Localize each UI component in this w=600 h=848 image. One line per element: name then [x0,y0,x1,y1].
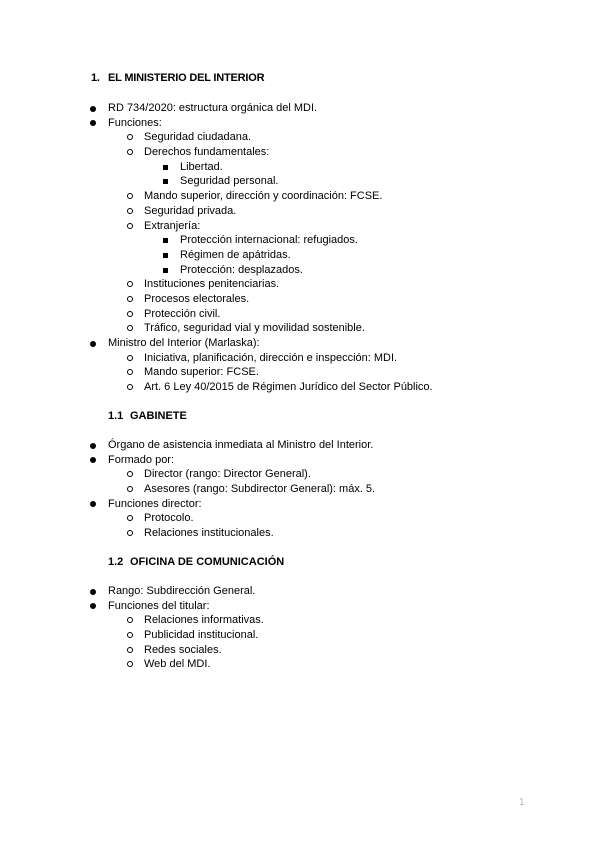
list-item [0,277,600,292]
list-item [0,248,600,263]
section-list-ministerio [0,101,600,395]
list-item [0,657,600,672]
hollow-circle-bullet-icon [127,471,133,477]
list-item-text: Redes sociales. [144,643,222,656]
list-item-text: Formado por: [108,453,175,466]
hollow-circle-bullet-icon [127,647,133,653]
main-heading [91,72,264,84]
hollow-circle-bullet-icon [127,369,133,375]
list-item [0,599,600,614]
filled-circle-bullet-icon [90,501,96,507]
list-item [0,174,600,189]
list-item [0,467,600,482]
list-item [0,116,600,131]
list-item-text: Mando superior: FCSE. [144,366,259,379]
subheading-title: OFICINA DE COMUNICACIÓN [130,556,285,568]
filled-circle-bullet-icon [90,341,96,347]
list-item-text: Protección civil. [144,307,221,320]
list-item [0,101,600,116]
list-item-text: Protocolo. [144,512,194,525]
list-item-text: Derechos fundamentales: [144,146,270,159]
list-item [0,584,600,599]
hollow-circle-bullet-icon [127,486,133,492]
hollow-circle-bullet-icon [127,208,133,214]
list-item [0,307,600,322]
list-item [0,219,600,234]
list-item-text: Tráfico, seguridad vial y movilidad sostenible. [144,322,365,335]
list-item-text: Libertad. [180,160,223,173]
list-item-text: Procesos electorales. [144,292,250,305]
list-item-text: Ministro del Interior (Marlaska): [108,337,260,349]
heading-title: EL MINISTERIO DEL INTERIOR [108,72,265,84]
list-item-text: Instituciones penitenciarias. [144,278,280,291]
subheading-title: GABINETE [130,410,187,422]
list-item [0,160,600,175]
list-item-text: Órgano de asistencia inmediata al Ministro del Interior. [108,439,374,451]
list-item-text: Web del MDI. [144,658,211,671]
hollow-circle-bullet-icon [127,617,133,623]
filled-circle-bullet-icon [90,589,96,595]
subheading-oficina [108,556,284,568]
list-item [0,613,600,628]
square-bullet-icon [163,165,168,170]
hollow-circle-bullet-icon [127,149,133,155]
list-item [0,351,600,366]
filled-circle-bullet-icon [90,603,96,609]
hollow-circle-bullet-icon [127,281,133,287]
hollow-circle-bullet-icon [127,223,133,229]
list-item [0,526,600,541]
hollow-circle-bullet-icon [127,355,133,361]
heading-number: 1. [91,72,100,84]
list-item-text: Funciones del titular: [108,599,210,612]
hollow-circle-bullet-icon [127,661,133,667]
list-item-text: Art. 6 Ley 40/2015 de Régimen Jurídico del Sector Público. [144,381,433,394]
list-item-text: Publicidad institucional. [144,629,259,642]
list-item [0,204,600,219]
list-item-text: RD 734/2020: estructura orgánica del MDI. [108,102,318,114]
filled-circle-bullet-icon [90,106,96,112]
list-item-text: Director (rango: Director General). [144,468,311,481]
hollow-circle-bullet-icon [127,632,133,638]
hollow-circle-bullet-icon [127,515,133,521]
hollow-circle-bullet-icon [127,530,133,536]
subheading-gabinete [108,410,187,422]
list-item [0,628,600,643]
list-item-text: Régimen de apátridas. [180,248,291,261]
list-item-text: Asesores (rango: Subdirector General): máx. 5. [144,483,376,496]
page-number: 1 [519,797,525,808]
filled-circle-bullet-icon [90,120,96,126]
subheading-number: 1.2 [108,556,124,568]
list-item-text: Rango: Subdirección General. [108,585,256,597]
hollow-circle-bullet-icon [127,296,133,302]
hollow-circle-bullet-icon [127,134,133,140]
square-bullet-icon [163,179,168,184]
list-item-text: Relaciones institucionales. [144,527,274,540]
section-list-gabinete [0,438,600,541]
square-bullet-icon [163,253,168,258]
list-item [0,497,600,512]
square-bullet-icon [163,268,168,273]
hollow-circle-bullet-icon [127,384,133,390]
list-item [0,438,600,453]
filled-circle-bullet-icon [90,457,96,463]
list-item [0,130,600,145]
list-item [0,453,600,468]
list-item [0,263,600,278]
hollow-circle-bullet-icon [127,193,133,199]
list-item-text: Seguridad personal. [180,175,279,188]
list-item-text: Relaciones informativas. [144,614,264,627]
list-item [0,643,600,658]
list-item-text: Iniciativa, planificación, dirección e inspección: MDI. [144,351,398,364]
square-bullet-icon [163,238,168,243]
list-item [0,336,600,351]
list-item [0,292,600,307]
subheading-number: 1.1 [108,410,124,422]
list-item [0,511,600,526]
hollow-circle-bullet-icon [127,325,133,331]
list-item [0,321,600,336]
list-item [0,482,600,497]
list-item-text: Seguridad privada. [144,204,237,217]
hollow-circle-bullet-icon [127,311,133,317]
list-item-text: Seguridad ciudadana. [144,131,252,144]
list-item-text: Protección: desplazados. [180,263,303,276]
list-item [0,233,600,248]
list-item-text: Mando superior, dirección y coordinación: FCSE. [144,190,383,203]
list-item-text: Extranjería: [144,219,201,232]
list-item [0,189,600,204]
filled-circle-bullet-icon [90,443,96,449]
list-item [0,145,600,160]
list-item-text: Protección internacional: refugiados. [180,234,358,247]
list-item [0,380,600,395]
list-item-text: Funciones director: [108,497,202,510]
list-item-text: Funciones: [108,116,162,129]
section-list-oficina [0,584,600,672]
list-item [0,365,600,380]
